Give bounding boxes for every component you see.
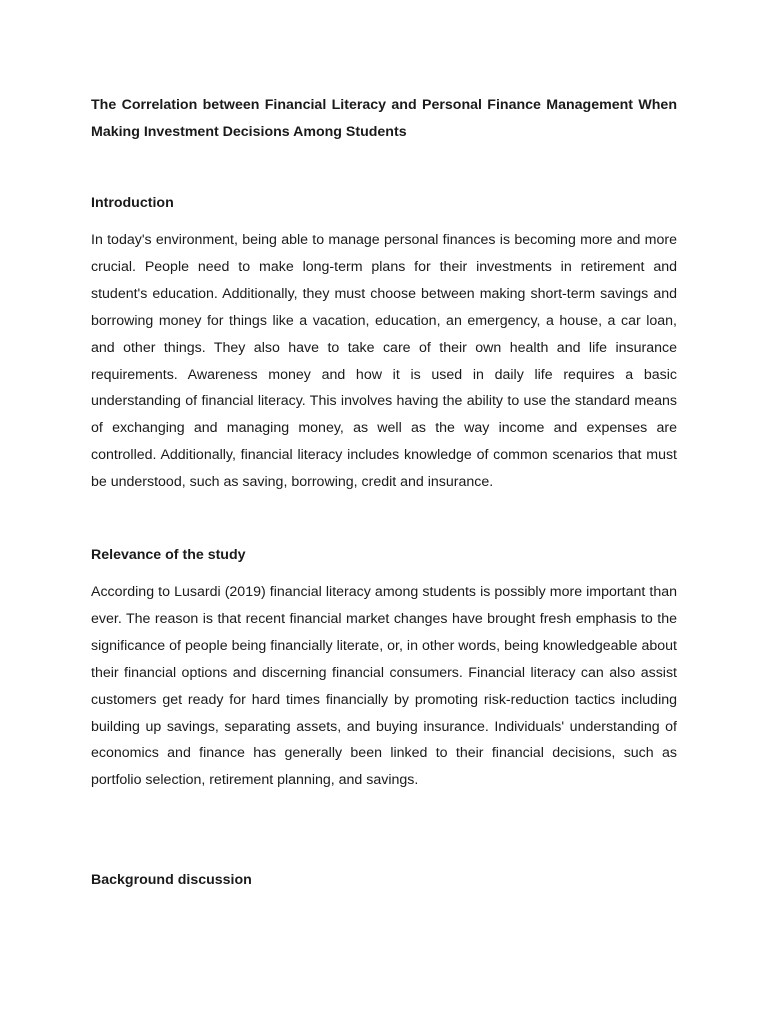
section-body-introduction: In today's environment, being able to manage personal finances is becoming more and more crucial. People need to make long-term plans for their investments in retirement and student's education. Additionally, they must choose between making short-term savings and borrowing money for things like a vacation, education, an emergency, a house, a car loan, and other things. They also have to take care of their own health and life insurance requirements. Awareness money and how it is used in daily life requires a basic understanding of financial literacy. This involves having the ability to use the standard means of exchanging and managing money, as well as the way income and expenses are controlled. Additionally, financial literacy includes knowledge of common scenarios that must be understood, such as saving, borrowing, credit and insurance.: [91, 232, 677, 491]
section-heading-introduction: Introduction: [91, 195, 174, 211]
section-heading-relevance: Relevance of the study: [91, 547, 246, 563]
section-heading-background: Background discussion: [91, 872, 252, 888]
document-title: The Correlation between Financial Literacy and Personal Finance Management When Making Investment Decisions Among Students: [91, 97, 677, 140]
section-body-relevance: According to Lusardi (2019) financial literacy among students is possibly more important than ever. The reason is that recent financial market changes have brought fresh emphasis to the significance of people being financially literate, or, in other words, being knowledgeable about their financial options and discerning financial consumers. Financial literacy can also assist customers get ready for hard times financially by promoting risk-reduction tactics including building up savings, separating assets, and buying insurance. Individuals' understanding of economics and finance has generally been linked to their financial decisions, such as portfolio selection, retirement planning, and savings.: [91, 584, 677, 789]
